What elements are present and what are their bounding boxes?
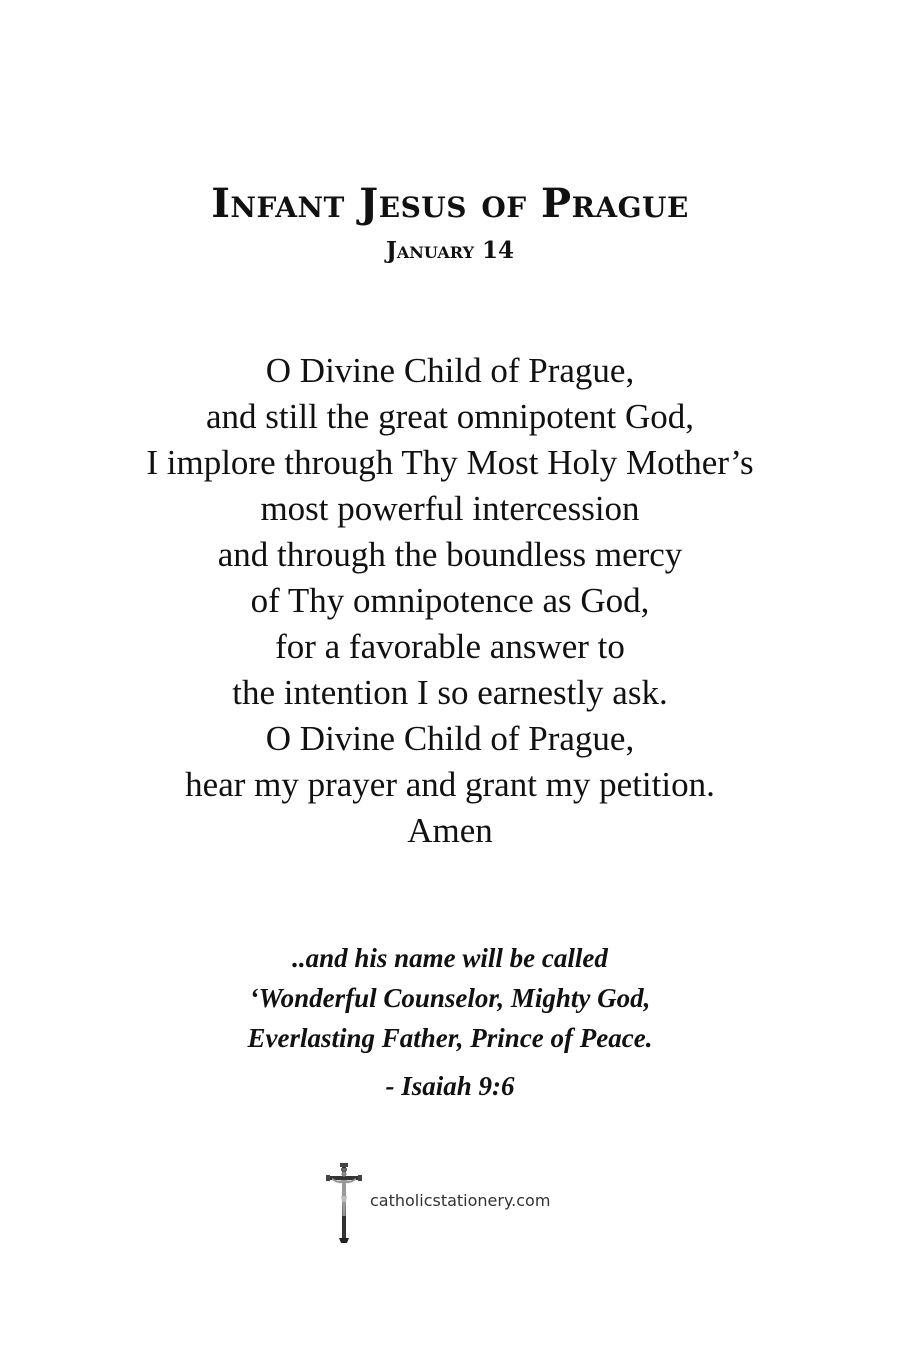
scripture-citation: - Isaiah 9:6 bbox=[385, 1071, 515, 1101]
prayer-line: the intention I so earnestly ask. bbox=[232, 673, 668, 712]
prayer-line: hear my prayer and grant my petition. bbox=[185, 765, 715, 804]
scripture-line: Everlasting Father, Prince of Peace. bbox=[247, 1023, 653, 1053]
scripture-line: ..and his name will be called bbox=[292, 943, 608, 973]
scripture-quote bbox=[0, 938, 900, 1106]
prayer-line: of Thy omnipotence as God, bbox=[250, 581, 650, 620]
prayer-line: and through the boundless mercy bbox=[217, 535, 683, 574]
scripture-line: ‘Wonderful Counselor, Mighty God, bbox=[249, 983, 651, 1013]
prayer-line: and still the great omnipotent God, bbox=[206, 397, 694, 436]
feast-date: January 14 bbox=[385, 237, 515, 264]
website-link[interactable]: catholicstationery.com bbox=[370, 1190, 551, 1210]
prayer-amen: Amen bbox=[407, 811, 493, 850]
prayer-line: I implore through Thy Most Holy Mother’s bbox=[146, 443, 754, 482]
prayer-line: for a favorable answer to bbox=[275, 627, 625, 666]
page-title: Infant Jesus of Prague bbox=[211, 180, 689, 227]
prayer-line: most powerful intercession bbox=[260, 489, 640, 528]
crucifix-icon bbox=[326, 1162, 362, 1244]
footer bbox=[326, 1162, 550, 1244]
prayer-line: O Divine Child of Prague, bbox=[265, 351, 635, 390]
prayer-text bbox=[0, 348, 900, 854]
prayer-line: O Divine Child of Prague, bbox=[265, 719, 635, 758]
